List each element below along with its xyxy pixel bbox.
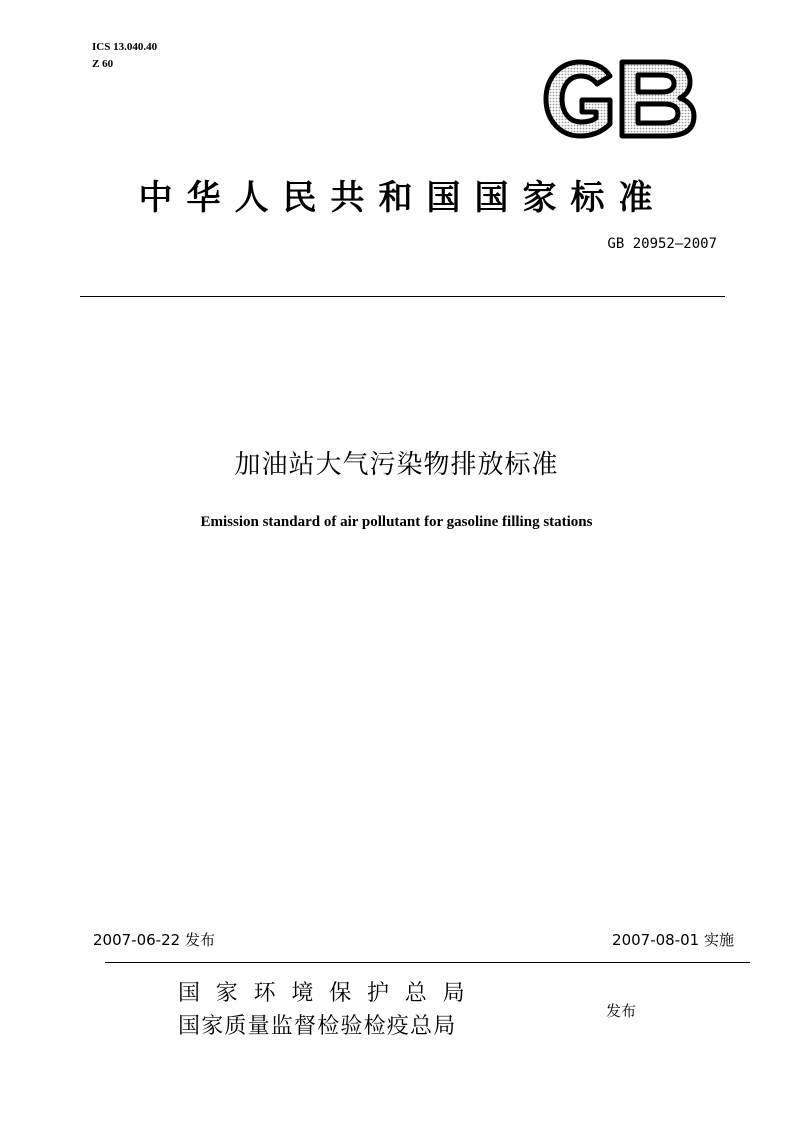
gb-logo-g-shape [546,62,610,136]
document-title-chinese: 加油站大气污染物排放标准 [234,450,559,480]
implementation-date: 2007-08-01 实施 [612,931,734,949]
publish-label: 发布 [606,1002,637,1020]
bottom-divider [105,962,750,963]
gb-logo [540,58,698,140]
document-title-english: Emission standard of air pollutant for gasoline filling stations [200,514,593,530]
ics-code: ICS 13.040.40 [92,41,158,53]
gb-logo-b-shape [622,62,694,136]
classification-codes [92,39,157,73]
standard-number: GB 20952—2007 [607,236,717,252]
top-divider [80,296,725,297]
issuer-sepa: 国家环境保护总局 [178,981,481,1006]
national-standard-heading: 中华人民共和国国家标准 [138,178,667,218]
issue-date: 2007-06-22 发布 [93,931,215,949]
ccs-code: Z 60 [92,58,114,70]
issuer-aqsiq: 国家质量监督检验检疫总局 [178,1014,457,1039]
